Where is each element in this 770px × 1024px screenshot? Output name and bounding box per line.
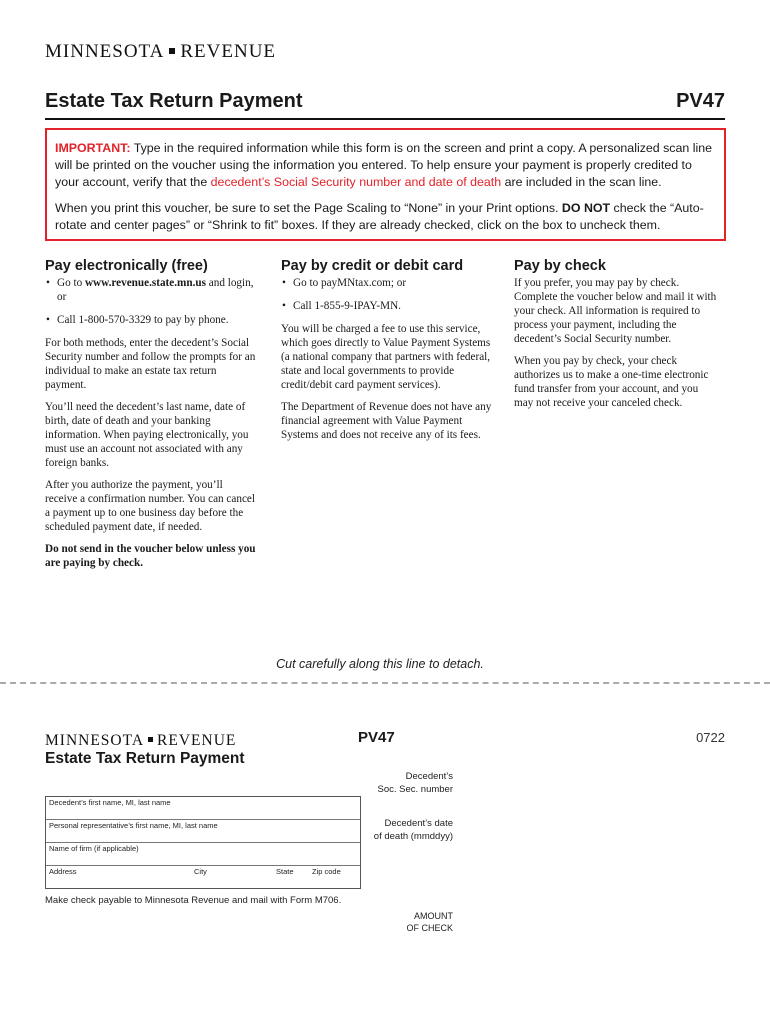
important-paragraph-1: [55, 140, 714, 191]
field-label: Name of firm (if applicable): [49, 844, 139, 853]
logo-dot-icon: [148, 737, 153, 742]
label-line: OF CHECK: [406, 923, 453, 933]
list-item: • Call 1-855-9-IPAY-MN.: [281, 299, 493, 313]
decedent-ssn-label: [340, 770, 453, 796]
firm-name-field[interactable]: [46, 843, 360, 866]
label-line: Soc. Sec. number: [377, 784, 453, 795]
title-divider: [45, 118, 725, 120]
list-item: [45, 276, 257, 304]
voucher-form-code: PV47: [358, 729, 395, 746]
representative-name-field[interactable]: [46, 820, 360, 843]
important-notice-box: [45, 128, 726, 241]
logo-word-minnesota: MINNESOTA: [45, 732, 145, 749]
paragraph: You will be charged a fee to use this service, which goes directly to Value Payment Systems (a national company that partners with federal, state and local governments to provide credit/debit card payment services).: [281, 323, 491, 391]
voucher-date-code: 0722: [696, 730, 725, 745]
form-code: PV47: [676, 90, 725, 112]
amount-of-check-label: [340, 910, 453, 934]
paragraph: If you prefer, you may pay by check. Complete the voucher below and mail it with your check. All information is required to process your payment, including the decedent’s Social Security number.: [514, 277, 717, 345]
state-field[interactable]: State: [276, 867, 294, 876]
field-label: Decedent’s first name, MI, last name: [49, 798, 171, 807]
revenue-website-link[interactable]: www.revenue.state.mn.us: [84, 277, 206, 289]
paragraph: When you pay by check, your check authorizes us to make a one-time electronic fund transfer from your account, and you may not receive your canceled check.: [514, 355, 709, 409]
paragraph: The Department of Revenue does not have any financial agreement with Value Payment Systems and does not receive any of its fees.: [281, 401, 492, 441]
voucher-fields-box: [45, 796, 361, 889]
important-text-2a: When you print this voucher, be sure to set the Page Scaling to “None” in your Print options.: [55, 201, 562, 215]
voucher-logo: [45, 732, 236, 750]
page-title: Estate Tax Return Payment: [45, 90, 303, 112]
paragraph: You’ll need the decedent’s last name, date of birth, date of death and your banking information. When paying electronically, you must use an account not associated with any foreign banks.: [45, 401, 249, 469]
important-highlight: decedent’s Social Security number and date of death: [210, 175, 502, 189]
logo-word-revenue: REVENUE: [157, 732, 237, 749]
important-paragraph-2: [55, 200, 714, 234]
pay-by-card-heading: Pay by credit or debit card: [281, 258, 464, 274]
pay-electronically-heading: Pay electronically (free): [45, 258, 208, 274]
bullet-text: and login, or: [57, 277, 254, 303]
pay-by-check-section: [514, 276, 720, 418]
cut-instruction: Cut carefully along this line to detach.: [276, 657, 484, 671]
cut-dashed-line: [0, 682, 770, 684]
logo-word-minnesota: MINNESOTA: [45, 41, 165, 62]
paragraph: After you authorize the payment, you’ll receive a confirmation number. You can cancel a payment up to one business day before the scheduled payment date, if needed.: [45, 479, 255, 533]
field-label: Personal representative’s first name, MI, last name: [49, 821, 218, 830]
important-text-1b: are included in the scan line.: [501, 175, 662, 189]
do-not-label: DO NOT: [561, 201, 611, 215]
pay-by-card-section: [281, 276, 493, 450]
list-item: • Go to payMNtax.com; or: [281, 276, 493, 290]
pay-by-check-heading: Pay by check: [514, 258, 606, 274]
bullet-text: Go to: [57, 277, 85, 289]
important-text-2b: check the “Auto-rotate and center pages” or “Shrink to fit” boxes. If they are already checked, click on the box to uncheck them.: [55, 201, 704, 232]
voucher-title: Estate Tax Return Payment: [45, 750, 245, 767]
zip-code-field[interactable]: Zip code: [312, 867, 341, 876]
mailing-instructions: Make check payable to Minnesota Revenue and mail with Form M706.: [45, 895, 342, 906]
decedent-name-field[interactable]: [46, 797, 360, 820]
logo-word-revenue: REVENUE: [180, 41, 277, 62]
list-item: • Call 1-800-570-3329 to pay by phone.: [45, 313, 257, 327]
label-line: AMOUNT: [414, 911, 453, 921]
paragraph: For both methods, enter the decedent’s Social Security number and follow the prompts for an individual to make an estate tax return payment.: [45, 337, 256, 391]
label-line: Decedent’s date: [384, 818, 453, 829]
minnesota-revenue-logo: [45, 41, 276, 63]
logo-dot-icon: [169, 48, 175, 54]
city-field[interactable]: City: [194, 867, 207, 876]
voucher-warning: Do not send in the voucher below unless you are paying by check.: [45, 543, 256, 569]
important-text-1a: Type in the required information while this form is on the screen and print a copy. A personalized scan line will be printed on the voucher using the information you entered. To help ensure your payment is properly credited to your account, verify that the: [55, 141, 713, 189]
label-line: of death (mmddyy): [373, 831, 453, 842]
address-row: [46, 866, 360, 889]
address-field[interactable]: Address: [49, 867, 77, 876]
label-line: Decedent’s: [405, 771, 453, 782]
important-label: IMPORTANT:: [55, 141, 131, 155]
pay-electronically-section: [45, 276, 257, 578]
